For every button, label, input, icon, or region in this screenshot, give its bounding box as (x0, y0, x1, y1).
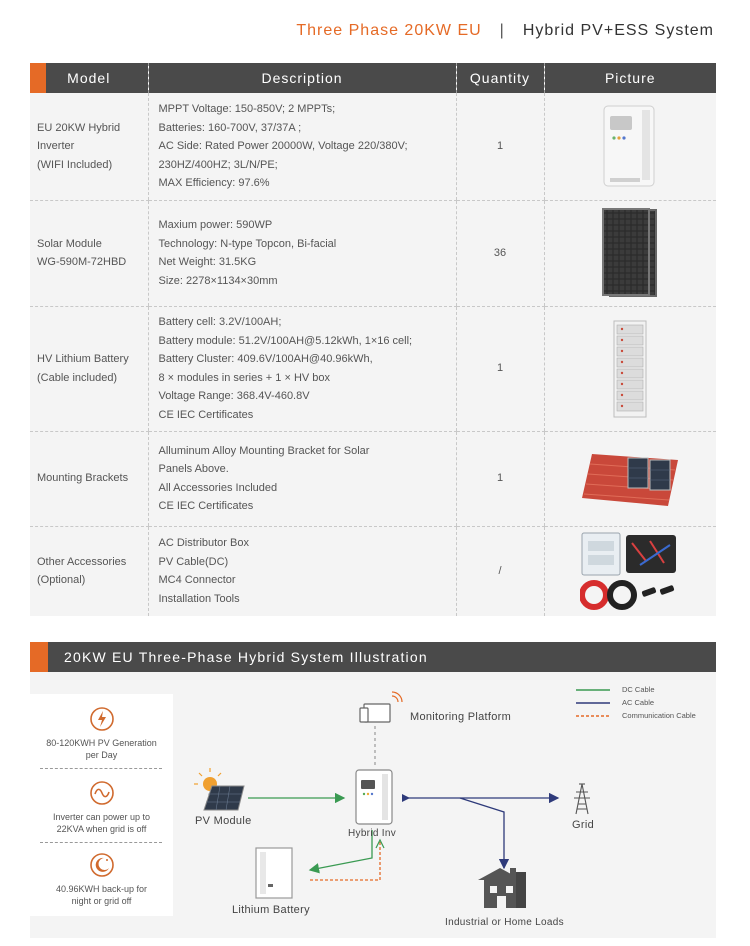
page-subtitle: Hybrid PV+ESS System (522, 22, 714, 39)
quantity-cell: 1 (456, 306, 544, 431)
model-cell: Mounting Brackets (30, 431, 148, 526)
solar-panel-image (601, 207, 659, 299)
system-diagram (30, 672, 716, 938)
battery-rack-image (610, 319, 650, 419)
description-cell: Maxium power: 590WP Technology: N-type Topcon, Bi-facial Net Weight: 31.5KG Size: 2278×1134×30mm (148, 200, 456, 306)
picture-cell (544, 200, 716, 306)
model-cell: Other Accessories (Optional) (30, 526, 148, 616)
feature-pv-generation: 80-120KWH PV Generation per Day (30, 706, 173, 761)
description-cell: AC Distributor Box PV Cable(DC) MC4 Connector Installation Tools (148, 526, 456, 616)
table-row (30, 431, 716, 526)
table-header-row (30, 63, 716, 93)
column-header-description: Description (148, 63, 456, 93)
illustration-header (30, 642, 716, 672)
page-title-main: Three Phase 20KW EU (296, 22, 482, 39)
page-title (296, 22, 714, 40)
picture-cell (544, 306, 716, 431)
spec-table (30, 63, 716, 616)
legend-ac: AC Cable (622, 698, 655, 707)
description-cell: Battery cell: 3.2V/100AH; Battery module: 51.2V/100AH@5.12kWh, 1×16 cell; Battery Cluster: 409.6V/100AH@40.96kWh, 8 × modules in series + 1 × HV box Voltage Range: 368.4V-460.8V CE IEC Certificates (148, 306, 456, 431)
loads-label: Industrial or Home Loads (445, 917, 564, 928)
model-cell: Solar Module WG-590M-72HBD (30, 200, 148, 306)
illustration-title: 20KW EU Three-Phase Hybrid System Illustration (64, 649, 428, 665)
model-cell: EU 20KW Hybrid Inverter (WIFI Included) (30, 93, 148, 200)
grid-tower-icon (574, 784, 590, 814)
legend-dc: DC Cable (622, 685, 655, 694)
picture-cell (544, 93, 716, 200)
monitoring-icon (360, 692, 402, 722)
column-header-model: Model (30, 63, 148, 93)
grid-label: Grid (572, 819, 594, 831)
table-row (30, 526, 716, 616)
picture-cell (544, 526, 716, 616)
column-header-quantity: Quantity (456, 63, 544, 93)
inverter-image (600, 104, 660, 188)
legend-communication: Communication Cable (622, 711, 696, 720)
home-loads-icon (478, 868, 526, 908)
pv-module-icon (194, 768, 244, 810)
pv-module-label: PV Module (195, 815, 252, 827)
monitoring-label: Monitoring Platform (410, 711, 512, 723)
description-cell: Alluminum Alloy Mounting Bracket for Solar Panels Above. All Accessories Included CE IEC Certificates (148, 431, 456, 526)
hybrid-inverter-icon (356, 770, 392, 824)
feature-inverter-power: Inverter can power up to 22KVA when grid is off (30, 780, 173, 835)
lithium-battery-icon (256, 848, 292, 898)
quantity-cell: 36 (456, 200, 544, 306)
table-row (30, 200, 716, 306)
model-cell: HV Lithium Battery (Cable included) (30, 306, 148, 431)
picture-cell (544, 431, 716, 526)
roof-mount-image (580, 450, 680, 508)
column-header-picture: Picture (544, 63, 716, 93)
illustration-area (30, 672, 716, 938)
description-cell: MPPT Voltage: 150-850V; 2 MPPTs; Batteries: 160-700V, 37/37A ; AC Side: Rated Power 20000W, Voltage 220/380V; 230HZ/400HZ; 3L/N/PE; MAX Efficiency: 97.6% (148, 93, 456, 200)
quantity-cell: 1 (456, 431, 544, 526)
quantity-cell: 1 (456, 93, 544, 200)
title-separator: | (499, 22, 505, 39)
header-accent (30, 642, 48, 672)
feature-backup: 40.96KWH back-up for night or grid off (30, 852, 173, 907)
accessories-image (580, 531, 680, 611)
battery-label: Lithium Battery (232, 904, 310, 916)
quantity-cell: / (456, 526, 544, 616)
table-row (30, 93, 716, 200)
table-row (30, 306, 716, 431)
inverter-label: Hybrid Inv (348, 828, 397, 839)
